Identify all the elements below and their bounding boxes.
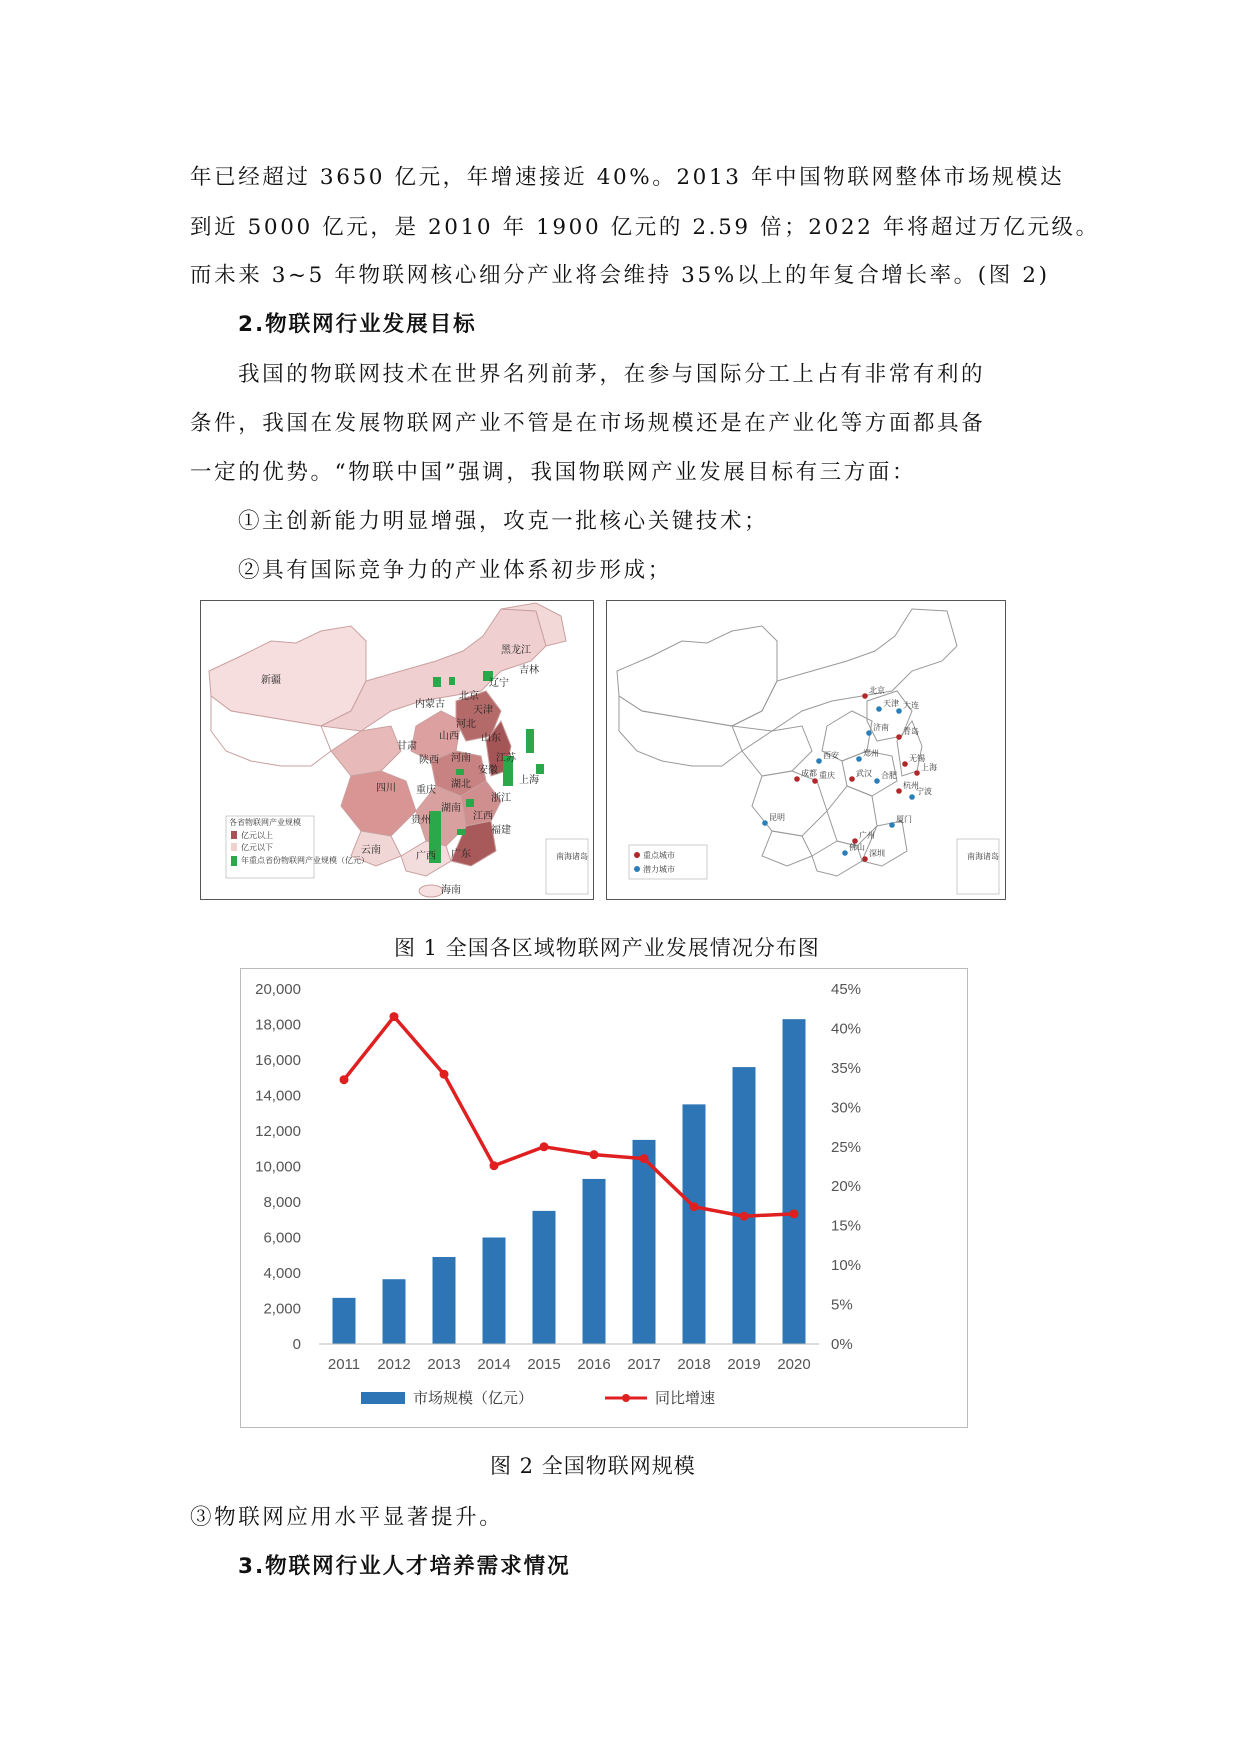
province-label: 甘肃 — [397, 741, 417, 752]
province-label: 新疆 — [261, 675, 281, 686]
province-label: 山西 — [439, 731, 459, 742]
chart-canvas — [241, 969, 967, 1427]
city-dot — [896, 734, 902, 740]
paragraph-line: 而未来 3~5 年物联网核心细分产业将会维持 35%以上的年复合增长率。(图 2) — [190, 263, 1050, 288]
city-dot — [896, 708, 902, 714]
list-item: ②具有国际竞争力的产业体系初步形成； — [238, 558, 672, 583]
city-label: 深圳 — [869, 849, 885, 858]
x-tick: 2017 — [627, 1356, 661, 1373]
bar — [683, 1104, 706, 1344]
south-sea-inset — [957, 839, 999, 894]
y-right-tick: 25% — [831, 1138, 862, 1156]
city-dot — [842, 850, 848, 856]
city-label: 武汉 — [856, 769, 872, 778]
x-tick: 2019 — [727, 1356, 761, 1373]
city-label: 无锡 — [909, 754, 925, 763]
province-label: 河北 — [456, 719, 476, 730]
y-right-tick: 35% — [831, 1059, 862, 1077]
growth-point — [490, 1161, 499, 1170]
province-label: 上海 — [519, 775, 539, 786]
growth-point — [790, 1209, 799, 1218]
bar — [633, 1140, 656, 1344]
city-dot — [889, 822, 895, 828]
bar — [483, 1238, 506, 1345]
growth-point — [590, 1150, 599, 1159]
city-label: 济南 — [873, 723, 889, 732]
province-label: 黑龙江 — [501, 645, 531, 656]
city-dot — [902, 761, 908, 767]
growth-point — [540, 1142, 549, 1151]
province-label: 内蒙古 — [415, 699, 445, 710]
city-dot — [762, 820, 768, 826]
city-label: 佛山 — [849, 843, 865, 852]
paragraph-line: 条件，我国在发展物联网产业不管是在市场规模还是在产业化等方面都具备 — [190, 411, 986, 436]
bar — [333, 1298, 356, 1344]
city-map — [606, 600, 1006, 900]
city-label: 广州 — [859, 831, 875, 840]
legend-title: 各省物联网产业规模 — [229, 818, 301, 827]
city-dot — [866, 730, 872, 736]
y-left-tick: 8,000 — [263, 1194, 301, 1211]
y-right-tick: 30% — [831, 1099, 862, 1117]
growth-point — [640, 1154, 649, 1163]
province-label: 湖北 — [451, 779, 471, 790]
bar — [533, 1211, 556, 1344]
section-heading: 3.物联网行业人才培养需求情况 — [238, 1554, 571, 1579]
x-tick: 2018 — [677, 1356, 711, 1373]
y-left-tick: 10,000 — [255, 1158, 301, 1176]
city-label: 北京 — [869, 686, 885, 695]
province-label: 广东 — [451, 849, 471, 860]
bar — [583, 1179, 606, 1344]
x-tick: 2015 — [527, 1356, 561, 1373]
province-label: 广西 — [416, 851, 436, 862]
legend-line-label: 同比增速 — [655, 1390, 716, 1407]
legend-bar-label: 市场规模（亿元） — [413, 1390, 534, 1407]
city-dot — [812, 778, 818, 784]
x-tick: 2014 — [477, 1356, 511, 1373]
x-tick: 2012 — [377, 1356, 411, 1373]
y-right-tick: 45% — [831, 981, 862, 998]
city-label: 厦门 — [896, 815, 912, 824]
growth-point — [390, 1012, 399, 1021]
legend-line-swatch — [603, 1392, 649, 1404]
growth-line — [344, 1017, 794, 1217]
province-label: 重庆 — [416, 785, 436, 796]
city-label: 重庆 — [819, 771, 835, 780]
city-label: 宁波 — [916, 787, 932, 796]
province-map — [200, 600, 594, 900]
y-left-tick: 16,000 — [255, 1052, 301, 1069]
legend-item: 潜力城市 — [643, 865, 675, 874]
y-right-tick: 5% — [831, 1296, 853, 1314]
city-label: 成都 — [801, 769, 817, 778]
paragraph-line: 一定的优势。“物联中国”强调，我国物联网产业发展目标有三方面： — [190, 460, 917, 485]
section-heading: 2.物联网行业发展目标 — [238, 312, 477, 337]
growth-point — [440, 1070, 449, 1079]
province-label: 浙江 — [491, 793, 511, 804]
city-label: 合肥 — [881, 771, 897, 780]
y-left-tick: 6,000 — [263, 1229, 301, 1247]
legend-bar-swatch — [361, 1392, 405, 1404]
city-dot — [862, 856, 868, 862]
city-dot — [849, 776, 855, 782]
province-label: 海南 — [441, 885, 461, 896]
legend-item: 重点城市 — [643, 851, 675, 860]
province-label: 江苏 — [496, 753, 516, 764]
province-label: 北京 — [459, 691, 479, 702]
province-label: 湖南 — [441, 803, 461, 814]
y-right-tick: 40% — [831, 1020, 862, 1038]
figure-caption: 图 1 全国各区域物联网产业发展情况分布图 — [394, 936, 820, 960]
y-left-tick: 18,000 — [255, 1016, 301, 1034]
province-label: 陕西 — [419, 755, 439, 766]
city-dot — [874, 778, 880, 784]
paragraph-line: 年已经超过 3650 亿元，年增速接近 40%。2013 年中国物联网整体市场规模达 — [190, 165, 1065, 190]
chart-legend — [361, 1387, 715, 1408]
city-dot — [794, 776, 800, 782]
y-right-tick: 0% — [831, 1336, 853, 1353]
province-label: 贵州 — [411, 815, 431, 826]
province-label: 安徽 — [478, 765, 498, 776]
x-tick: 2013 — [427, 1356, 461, 1373]
inset-label: 南海诸岛 — [556, 852, 588, 861]
y-left-tick: 14,000 — [255, 1087, 301, 1105]
market-chart — [240, 968, 968, 1428]
y-left-tick: 12,000 — [255, 1123, 301, 1140]
city-dot — [862, 693, 868, 699]
city-label: 大连 — [903, 701, 919, 710]
city-label: 西安 — [823, 751, 839, 760]
province-label: 天津 — [473, 705, 493, 716]
x-tick: 2011 — [327, 1356, 361, 1373]
city-label: 郑州 — [863, 749, 879, 758]
paragraph-line: 到近 5000 亿元，是 2010 年 1900 亿元的 2.59 倍；2022 年将超过万亿元级。 — [190, 215, 1100, 240]
growth-point — [690, 1202, 699, 1211]
city-label: 杭州 — [903, 781, 919, 790]
province-label: 河南 — [451, 753, 471, 764]
province-label: 山东 — [481, 733, 501, 744]
inset-label: 南海诸岛 — [967, 852, 999, 861]
bar — [733, 1067, 756, 1344]
bar — [433, 1257, 456, 1344]
y-right-tick: 20% — [831, 1178, 862, 1196]
y-right-tick: 15% — [831, 1217, 862, 1235]
city-dot — [856, 756, 862, 762]
city-dot — [896, 788, 902, 794]
x-tick: 2020 — [777, 1356, 811, 1373]
legend-item: 亿元以下 — [241, 843, 273, 852]
y-left-tick: 0 — [292, 1336, 301, 1353]
province-label: 吉林 — [519, 665, 539, 676]
city-dot — [914, 770, 920, 776]
province-label: 云南 — [361, 845, 381, 856]
legend-item: 年重点省份物联网产业规模（亿元） — [241, 856, 369, 865]
province-label: 四川 — [376, 783, 396, 794]
legend-item: 亿元以上 — [241, 831, 273, 840]
growth-point — [740, 1212, 749, 1221]
city-label: 昆明 — [769, 813, 785, 822]
city-label: 天津 — [883, 699, 899, 708]
city-label: 青岛 — [903, 727, 919, 736]
x-tick: 2016 — [577, 1356, 611, 1373]
city-dot — [816, 758, 822, 764]
list-item: ①主创新能力明显增强，攻克一批核心关键技术； — [238, 509, 769, 534]
city-label: 上海 — [921, 763, 937, 772]
city-dot — [876, 706, 882, 712]
y-left-tick: 2,000 — [263, 1300, 301, 1318]
list-item: ③物联网应用水平显著提升。 — [190, 1505, 504, 1530]
paragraph-line: 我国的物联网技术在世界名列前茅，在参与国际分工上占有非常有利的 — [238, 362, 986, 387]
y-left-tick: 20,000 — [255, 981, 301, 998]
bar — [383, 1279, 406, 1344]
figure-caption: 图 2 全国物联网规模 — [490, 1454, 696, 1478]
growth-point — [340, 1075, 349, 1084]
province-label: 辽宁 — [489, 678, 509, 689]
province-label: 江西 — [473, 811, 493, 822]
city-dot — [909, 794, 915, 800]
y-right-tick: 10% — [831, 1257, 862, 1275]
bar — [783, 1019, 806, 1344]
south-sea-inset — [546, 839, 588, 894]
y-left-tick: 4,000 — [263, 1265, 301, 1282]
province-label: 福建 — [491, 825, 511, 836]
